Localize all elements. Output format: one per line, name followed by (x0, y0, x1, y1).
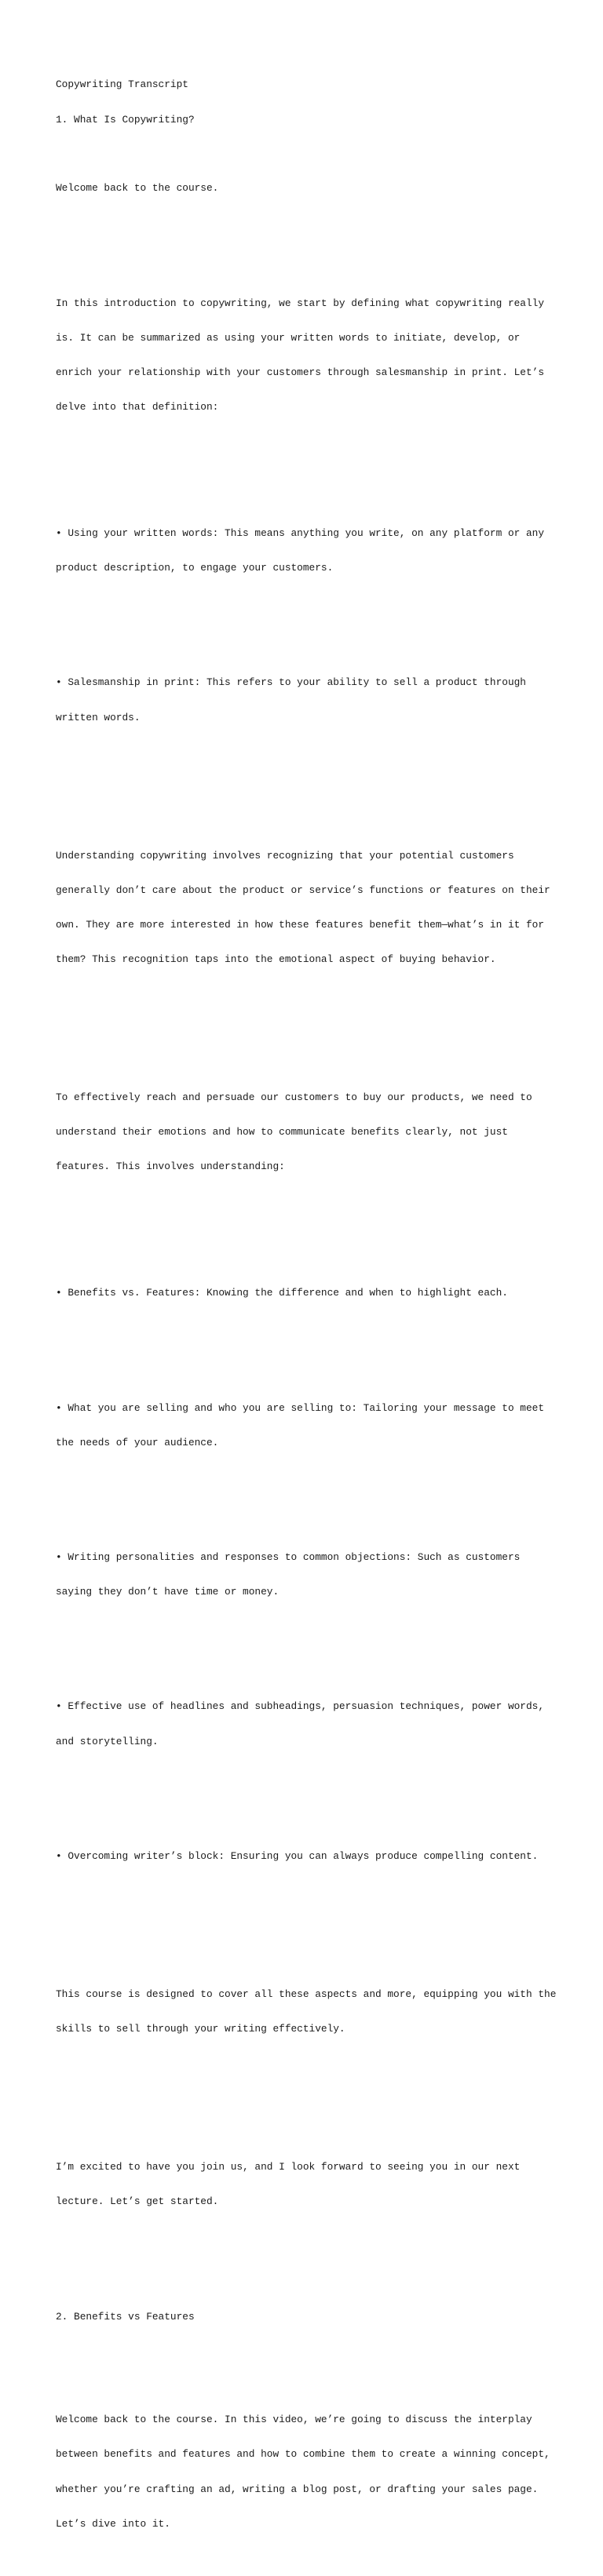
text-line: To effectively reach and persuade our customers to buy our products, we need to (56, 1091, 532, 1103)
text-line: skills to sell through your writing effectively. (56, 2022, 345, 2035)
bullet-item (56, 505, 558, 598)
bullet-item (56, 1379, 558, 1472)
text-line: between benefits and features and how to combine them to create a winning concept, (56, 2448, 550, 2461)
paragraph (56, 2139, 558, 2232)
text-line: • Benefits vs. Features: Knowing the difference and when to highlight each. (56, 1287, 508, 1299)
text-line: features. This involves understanding: (56, 1160, 285, 1173)
transcript-text (56, 56, 558, 2576)
text-line: • Overcoming writer’s block: Ensuring you can always produce compelling content. (56, 1849, 539, 1862)
text-line: understand their emotions and how to communicate benefits clearly, not just (56, 1126, 508, 1139)
text-line: generally don’t care about the product or service’s functions or features on their (56, 884, 550, 896)
text-line: is. It can be summarized as using your written words to initiate, develop, or (56, 331, 521, 344)
text-line: them? This recognition taps into the emotional aspect of buying behavior. (56, 953, 496, 965)
text-line: • Writing personalities and responses to common objections: Such as customers (56, 1550, 521, 1563)
text-line: whether you’re crafting an ad, writing a blog post, or drafting your sales page. (56, 2483, 539, 2495)
paragraph (56, 827, 558, 989)
text-line: • Effective use of headlines and subheadings, persuasion techniques, power words, (56, 1700, 545, 1713)
section-heading: 2. Benefits vs Features (56, 2310, 195, 2323)
paragraph (56, 1966, 558, 2058)
section-heading: 1. What Is Copywriting? (56, 113, 195, 126)
text-line: Let’s dive into it. (56, 2517, 170, 2530)
bullet-item (56, 1827, 558, 1886)
text-line: own. They are more interested in how these features benefit them—what’s in it for (56, 918, 545, 931)
text-line: the needs of your audience. (56, 1436, 219, 1448)
document-title: Copywriting Transcript (56, 78, 188, 91)
text-line: I’m excited to have you join us, and I look forward to seeing you in our next (56, 2161, 521, 2173)
text-line: • Salesmanship in print: This refers to your ability to sell a product through (56, 676, 526, 689)
text-line: This course is designed to cover all these aspects and more, equipping you with the (56, 1988, 557, 2000)
paragraph (56, 275, 558, 436)
text-line: product description, to engage your customers. (56, 562, 334, 574)
text-line: • What you are selling and who you are selling to: Tailoring your message to meet (56, 1401, 545, 1414)
text-line: Understanding copywriting involves recognizing that your potential customers (56, 849, 514, 862)
text-line: • Using your written words: This means anything you write, on any platform or any (56, 527, 545, 540)
text-line: and storytelling. (56, 1735, 159, 1747)
bullet-item (56, 1529, 558, 1622)
text-line: enrich your relationship with your customers through salesmanship in print. Let’s (56, 366, 545, 378)
bullet-item (56, 1678, 558, 1771)
bullet-item (56, 654, 558, 747)
paragraph (56, 2392, 558, 2553)
text-line: written words. (56, 711, 141, 723)
text-line: lecture. Let’s get started. (56, 2195, 219, 2208)
text-line: saying they don’t have time or money. (56, 1586, 280, 1598)
paragraph: Welcome back to the course. (56, 182, 219, 195)
text-line: delve into that definition: (56, 400, 219, 413)
text-line: In this introduction to copywriting, we start by defining what copywriting really (56, 297, 545, 309)
text-line: Welcome back to the course. In this video, we’re going to discuss the interplay (56, 2414, 532, 2426)
bullet-item (56, 1265, 558, 1323)
paragraph (56, 1069, 558, 1197)
